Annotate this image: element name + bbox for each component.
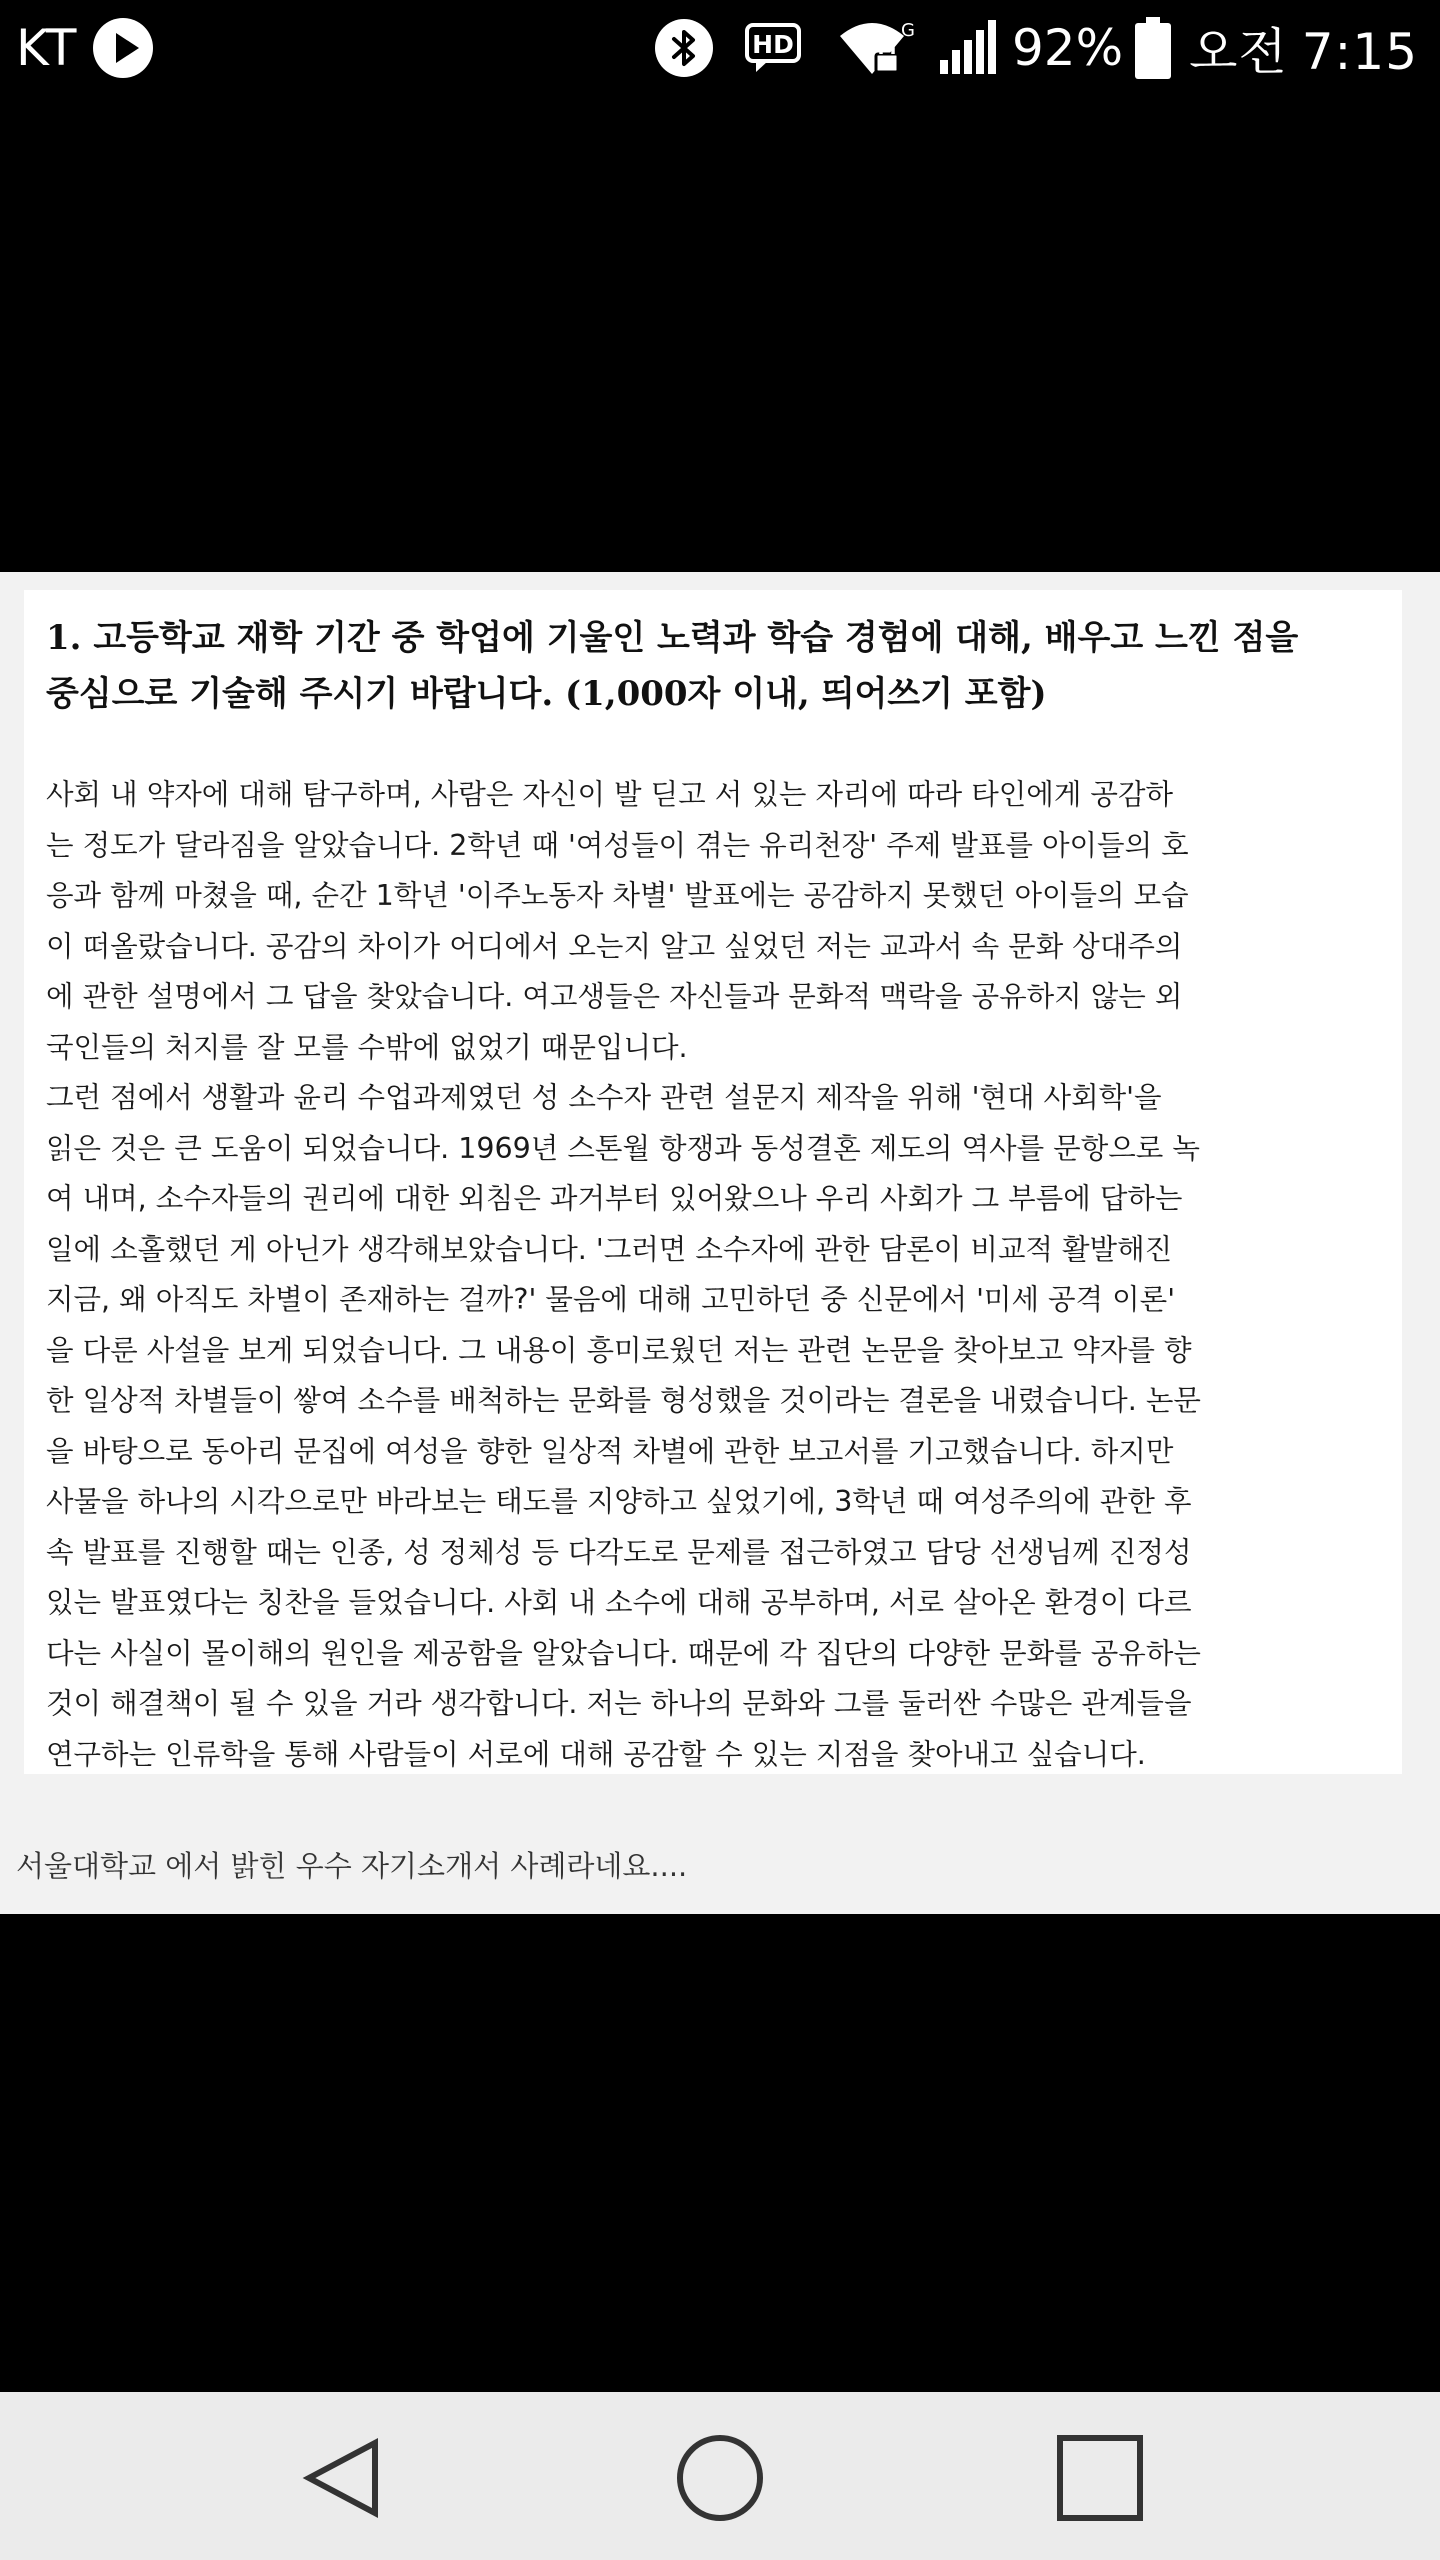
essay-line: 사회 내 약자에 대해 탐구하며, 사람은 자신이 발 딛고 서 있는 자리에 따라 타인에게 공감하 xyxy=(46,778,1174,811)
essay-line: 사물을 하나의 시각으로만 바라보는 태도를 지양하고 싶었기에, 3학년 때 여성주의에 관한 후 xyxy=(46,1485,1192,1518)
status-bar xyxy=(0,0,1440,96)
essay-line: 응과 함께 마쳤을 때, 순간 1학년 '이주노동자 차별' 발표에는 공감하지 못했던 아이들의 모습 xyxy=(46,879,1189,912)
time-value: 7:15 xyxy=(1301,23,1418,81)
play-icon xyxy=(91,16,155,80)
essay-line: 에 관한 설명에서 그 답을 찾았습니다. 여고생들은 자신들과 문화적 맥락을 공유하지 않는 외 xyxy=(46,980,1183,1013)
time-period: 오전 xyxy=(1189,23,1288,81)
essay-line: 읽은 것은 큰 도움이 되었습니다. 1969년 스톤월 항쟁과 동성결혼 제도의 역사를 문항으로 녹 xyxy=(46,1131,1200,1165)
status-clock xyxy=(1189,12,1418,84)
status-bar-left xyxy=(16,14,155,82)
navigation-bar xyxy=(0,2392,1440,2560)
essay-line: 한 일상적 차별들이 쌓여 소수를 배척하는 문화를 형성했을 것이라는 결론을 내렸습니다. 논문 xyxy=(46,1384,1201,1417)
battery-icon xyxy=(1135,17,1171,79)
essay-line: 을 다룬 사설을 보게 되었습니다. 그 내용이 흥미로웠던 저는 관련 논문을 찾아보고 약자를 향 xyxy=(46,1333,1192,1367)
back-icon xyxy=(297,2433,387,2523)
hd-label: HD xyxy=(752,30,794,59)
battery-percent: 92% xyxy=(1011,19,1124,77)
home-button[interactable] xyxy=(670,2428,770,2528)
essay-body xyxy=(46,770,1380,1780)
recents-button[interactable] xyxy=(1050,2428,1150,2528)
essay-line: 것이 해결책이 될 수 있을 거라 생각합니다. 저는 하나의 문화와 그를 둘러싼 수많은 관계들을 xyxy=(46,1687,1192,1720)
recents-icon xyxy=(1055,2433,1145,2523)
essay-line: 을 바탕으로 동아리 문집에 여성을 향한 일상적 차별에 관한 보고서를 기고했습니다. 하지만 xyxy=(46,1434,1174,1468)
signal-icon xyxy=(938,20,996,76)
essay-line: 있는 발표였다는 칭찬을 들었습니다. 사회 내 소수에 대해 공부하며, 서로 살아온 환경이 다르 xyxy=(46,1586,1192,1619)
essay-line: 국인들의 처지를 잘 모를 수밖에 없었기 때문입니다. xyxy=(46,1030,688,1064)
back-button[interactable] xyxy=(292,2428,392,2528)
question-heading xyxy=(46,610,1380,722)
essay-line: 이 떠올랐습니다. 공감의 차이가 어디에서 오는지 알고 싶었던 저는 교과서 속 문화 상대주의 xyxy=(46,929,1183,963)
essay-line: 다는 사실이 몰이해의 원인을 제공함을 알았습니다. 때문에 각 집단의 다양한 문화를 공유하는 xyxy=(46,1636,1201,1670)
question-line: 1. 고등학교 재학 기간 중 학업에 기울인 노력과 학습 경험에 대해, 배우고 느낀 점을 xyxy=(46,618,1299,658)
essay-line: 일에 소홀했던 게 아닌가 생각해보았습니다. '그러면 소수자에 관한 담론이 비교적 활발해진 xyxy=(46,1232,1173,1266)
essay-line: 연구하는 인류학을 통해 사람들이 서로에 대해 공감할 수 있는 지점을 찾아내고 싶습니다. xyxy=(46,1737,1146,1771)
network-type: G xyxy=(900,20,915,41)
essay-line: 그런 점에서 생활과 윤리 수업과제였던 성 소수자 관련 설문지 제작을 위해 '현대 사회학'을 xyxy=(46,1081,1162,1114)
status-bar-right xyxy=(624,14,1418,82)
wifi-lock-icon xyxy=(836,16,916,80)
question-line: 중심으로 기술해 주시기 바랍니다. (1,000자 이내, 띄어쓰기 포함) xyxy=(46,674,1047,714)
content-card[interactable] xyxy=(0,572,1440,1914)
essay-line: 속 발표를 진행할 때는 인종, 성 정체성 등 다각도로 문제를 접근하였고 담당 선생님께 진정성 xyxy=(46,1535,1192,1569)
hd-voice-icon xyxy=(744,22,806,74)
image-caption: 서울대학교 에서 밝힌 우수 자기소개서 사례라네요.... xyxy=(16,1849,688,1883)
carrier-name: KT xyxy=(16,19,78,77)
essay-line: 여 내며, 소수자들의 권리에 대한 외침은 과거부터 있어왔으나 우리 사회가 그 부름에 답하는 xyxy=(46,1182,1183,1215)
document-image[interactable] xyxy=(24,590,1402,1774)
essay-line: 지금, 왜 아직도 차별이 존재하는 걸까?' 물음에 대해 고민하던 중 신문에서 '미세 공격 이론' xyxy=(46,1283,1176,1316)
essay-line: 는 정도가 달라짐을 알았습니다. 2학년 때 '여성들이 겪는 유리천장' 주제 발표를 아이들의 호 xyxy=(46,828,1189,862)
bluetooth-icon xyxy=(654,18,714,78)
home-icon xyxy=(675,2433,765,2523)
